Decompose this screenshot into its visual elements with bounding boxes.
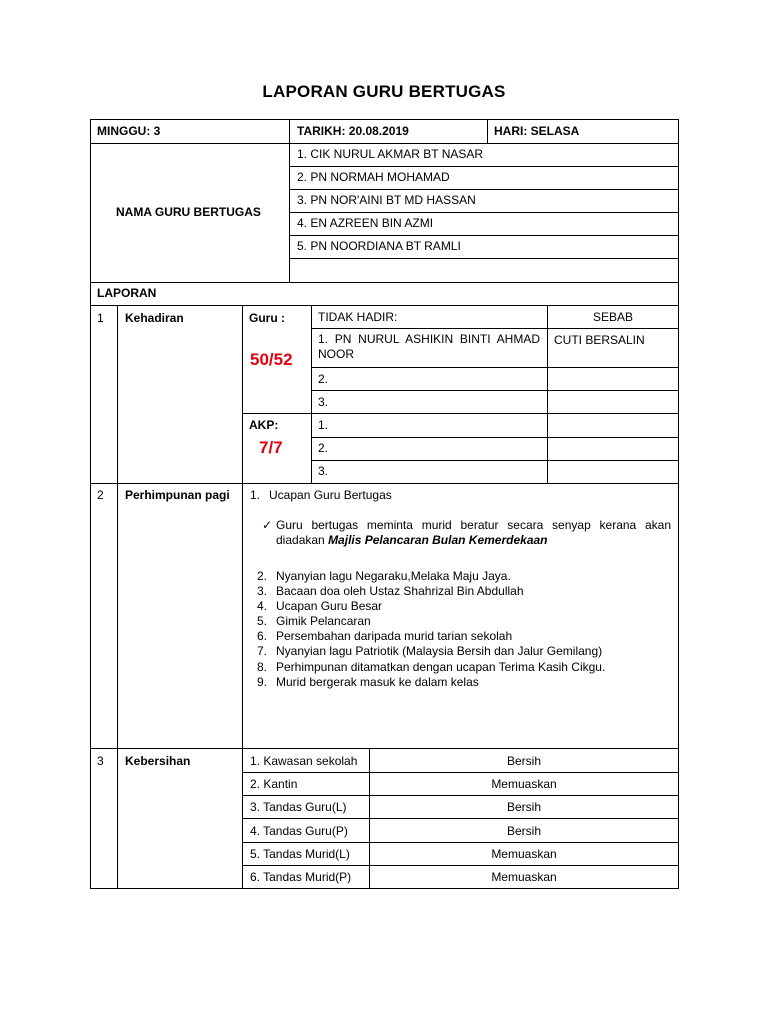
duty-teacher-name: 3. PN NOR'AINI BT MD HASSAN <box>297 193 476 207</box>
teacher-attendance-count: 50/52 <box>250 350 293 369</box>
cleanliness-status: Bersih <box>506 754 541 768</box>
absent-teacher-name: 3. <box>318 395 329 409</box>
assembly-label: Perhimpunan pagi <box>125 488 230 502</box>
assembly-note <box>276 518 671 548</box>
check-icon: ✓ <box>262 518 273 532</box>
duty-teacher-name: 1. CIK NURUL AKMAR BT NASAR <box>297 147 484 161</box>
absent-reason: CUTI BERSALIN <box>554 333 645 347</box>
attendance-label: Kehadiran <box>125 311 184 325</box>
duty-teacher-name: 5. PN NOORDIANA BT RAMLI <box>297 239 461 253</box>
akp-absent-row: 2. <box>318 441 329 455</box>
cleanliness-status: Bersih <box>506 824 541 838</box>
assembly-item: 4. Ucapan Guru Besar <box>257 599 383 614</box>
reason-header: SEBAB <box>592 310 634 324</box>
day-label: HARI: SELASA <box>494 124 580 138</box>
assembly-item: 8. Perhimpunan ditamatkan dengan ucapan Terima Kasih Cikgu. <box>257 659 606 674</box>
akp-count: 7/7 <box>259 438 283 457</box>
report-section-label: LAPORAN <box>97 286 157 300</box>
akp-label: AKP: <box>249 418 279 432</box>
duty-teacher-name: 2. PN NORMAH MOHAMAD <box>297 170 450 184</box>
section-number: 2 <box>97 488 104 502</box>
cleanliness-label: Kebersihan <box>125 754 191 768</box>
teacher-attendance-label: Guru : <box>249 311 285 325</box>
akp-absent-row: 3. <box>318 464 329 478</box>
cleanliness-area: 4. Tandas Guru(P) <box>250 824 348 838</box>
assembly-note-event: Majlis Pelancaran Bulan Kemerdekaan <box>328 533 548 547</box>
cleanliness-status: Memuaskan <box>491 870 557 884</box>
assembly-item: 2. Nyanyian lagu Negaraku,Melaka Maju Jaya. <box>257 569 511 583</box>
akp-absent-row: 1. <box>318 418 329 432</box>
cleanliness-status: Bersih <box>506 800 541 814</box>
page-title: LAPORAN GURU BERTUGAS <box>262 82 506 101</box>
assembly-item: 5. Gimik Pelancaran <box>257 614 371 629</box>
cleanliness-area: 3. Tandas Guru(L) <box>250 800 347 814</box>
assembly-item: 9. Murid bergerak masuk ke dalam kelas <box>257 674 479 689</box>
section-number: 1 <box>97 311 104 325</box>
cleanliness-status: Memuaskan <box>491 777 557 791</box>
cleanliness-area: 6. Tandas Murid(P) <box>250 870 352 884</box>
cleanliness-status: Memuaskan <box>491 847 557 861</box>
duty-teacher-name: 4. EN AZREEN BIN AZMI <box>297 216 434 230</box>
item-number: 1. <box>250 488 261 502</box>
assembly-note-text: Guru bertugas meminta murid beratur secara senyap kerana akan diadakan <box>276 518 671 547</box>
cleanliness-area: 5. Tandas Murid(L) <box>250 847 350 861</box>
section-number: 3 <box>97 754 104 768</box>
absent-teacher-name: 1. PN NURUL ASHIKIN BINTI AHMAD NOOR <box>318 332 540 361</box>
assembly-item <box>250 488 392 503</box>
assembly-item: 6. Persembahan daripada murid tarian sekolah <box>257 629 513 644</box>
assembly-items-list <box>257 569 605 690</box>
absent-teacher-name: 2. <box>318 372 329 386</box>
week-label: MINGGU: 3 <box>97 124 161 138</box>
absent-header: TIDAK HADIR: <box>318 310 398 324</box>
assembly-item: 3. Bacaan doa oleh Ustaz Shahrizal Bin Abdullah <box>257 584 524 599</box>
cleanliness-area: 1. Kawasan sekolah <box>250 754 358 768</box>
item-text: Ucapan Guru Bertugas <box>269 488 392 502</box>
assembly-item: 7. Nyanyian lagu Patriotik (Malaysia Bersih dan Jalur Gemilang) <box>257 644 603 659</box>
date-label: TARIKH: 20.08.2019 <box>297 124 409 138</box>
duty-teachers-label: NAMA GURU BERTUGAS <box>116 205 261 219</box>
cleanliness-area: 2. Kantin <box>250 777 298 791</box>
